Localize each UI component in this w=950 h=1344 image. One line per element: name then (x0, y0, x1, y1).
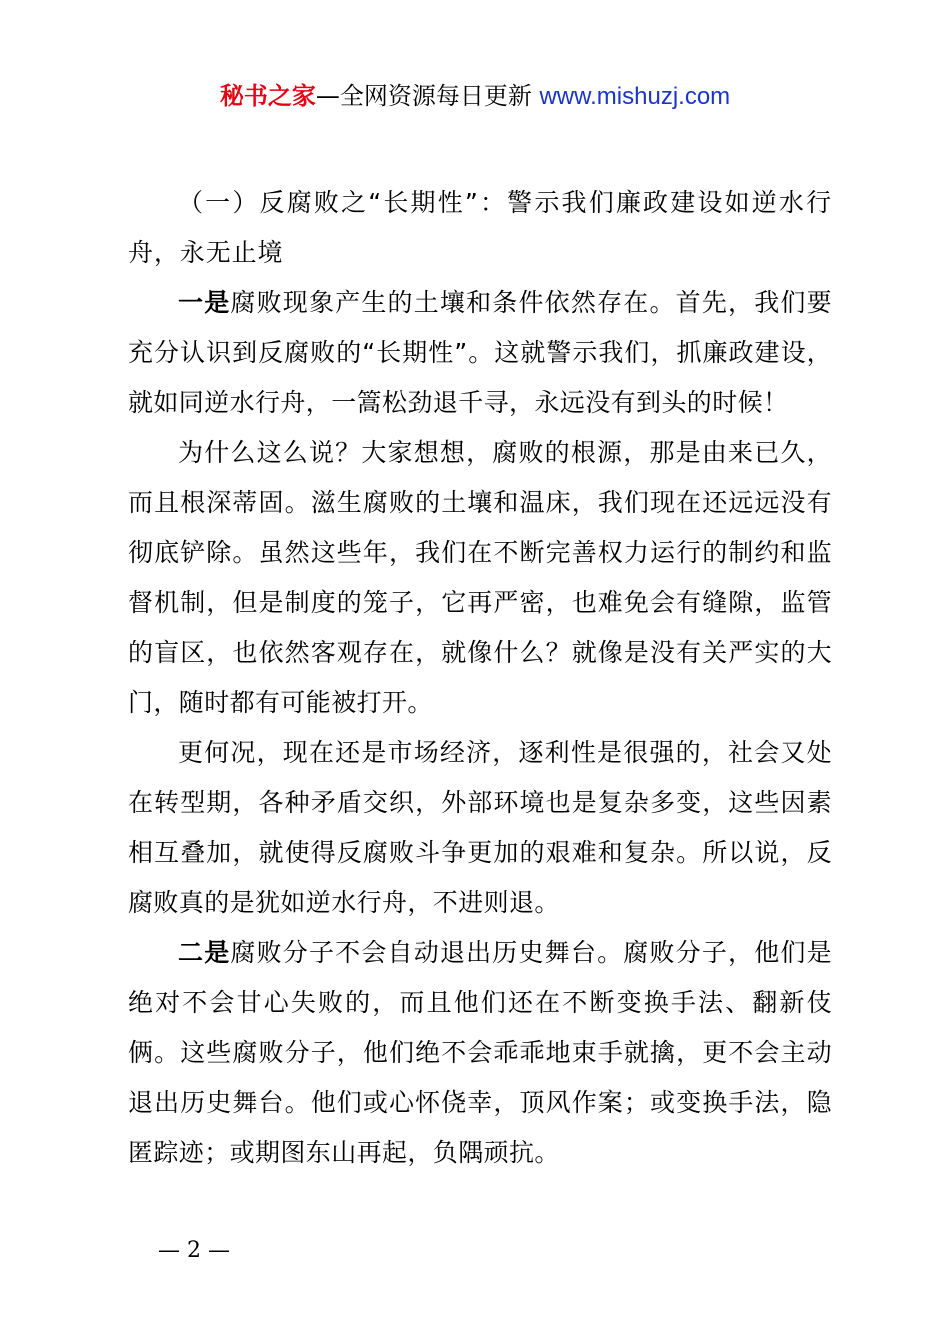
paragraph-4-text: 腐败分子不会自动退出历史舞台。腐败分子，他们是绝对不会甘心失败的，而且他们还在不断变换手法、翻新伎俩。这些腐败分子，他们绝不会乖乖地束手就擒，更不会主动退出历史舞台。他们或心怀侥幸，顶风作案；或变换手法，隐匿踪迹；或期图东山再起，负隅顽抗。 (128, 938, 832, 1167)
paragraph-1-lead: 一是 (178, 288, 231, 317)
document-body (128, 178, 832, 1178)
section-heading: （一）反腐败之“长期性”：警示我们廉政建设如逆水行舟，永无止境 (128, 188, 832, 267)
header-tagline: —全网资源每日更新 (315, 82, 540, 110)
site-header (0, 80, 950, 113)
paragraph-4-lead: 二是 (178, 938, 231, 967)
paragraph-3: 更何况，现在还是市场经济，逐利性是很强的，社会又处在转型期，各种矛盾交织，外部环境也是复杂多变，这些因素相互叠加，就使得反腐败斗争更加的艰难和复杂。所以说，反腐败真的是犹如逆水行舟，不进则退。 (128, 738, 832, 917)
brand-name: 秘书之家 (219, 82, 316, 110)
paragraph-2: 为什么这么说？大家想想，腐败的根源，那是由来已久，而且根深蒂固。滋生腐败的土壤和温床，我们现在还远远没有彻底铲除。虽然这些年，我们在不断完善权力运行的制约和监督机制，但是制度的笼子，它再严密，也难免会有缝隙，监管的盲区，也依然客观存在，就像什么？就像是没有关严实的大门，随时都有可能被打开。 (128, 438, 832, 717)
paragraph-1-text: 腐败现象产生的土壤和条件依然存在。首先，我们要充分认识到反腐败的“长期性”。这就警示我们，抓廉政建设，就如同逆水行舟，一篙松劲退千寻，永远没有到头的时候！ (128, 288, 832, 417)
paragraph-1 (128, 278, 832, 428)
paragraph-4 (128, 928, 832, 1178)
page-number: — 2 — (158, 1238, 230, 1263)
site-url-link[interactable]: www.mishuzj.com (539, 83, 731, 110)
